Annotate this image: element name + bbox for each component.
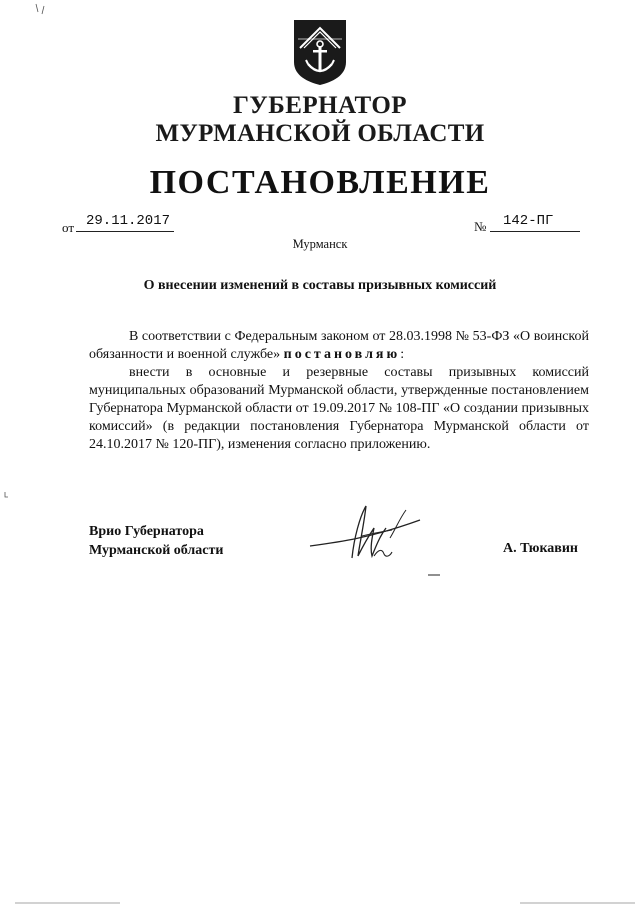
date-prefix-label: от	[62, 220, 75, 235]
number-sign-label: №	[474, 219, 487, 234]
document-title: О внесении изменений в составы призывных комиссий	[143, 278, 497, 293]
document-date: 29.11.2017	[86, 213, 171, 229]
resolution-keyword: постановляю	[283, 347, 401, 362]
paragraph-1-colon: :	[400, 347, 405, 362]
paragraph-1-text: В соответствии с Федеральным законом от 28.03.1998 № 53-ФЗ «О воинской обязанности и военной службе»	[89, 329, 589, 362]
body-paragraph-2: внести в основные и резервные составы призывных комиссий муниципальных образований Мурманской области, утвержденные постановлением Губернатора Мурманской области от 19.09.2017 № 108-ПГ «О создании призывных комиссий» (в редакции постановления Губернатора Мурманской области от 24.10.2017 № 120-ПГ), изменения согласно приложению.	[89, 365, 589, 452]
signer-position-line-2: Мурманской области	[89, 543, 224, 558]
document-number: 142-ПГ	[503, 213, 554, 229]
document-type-heading: ПОСТАНОВЛЕНИЕ	[149, 164, 491, 201]
signer-name: А. Тюкавин	[503, 541, 578, 556]
signer-position-line-1: Врио Губернатора	[89, 524, 204, 539]
issuer-line-1: ГУБЕРНАТОР	[232, 92, 408, 119]
issuer-line-2: МУРМАНСКОЙ ОБЛАСТИ	[155, 120, 485, 147]
city-label: Мурманск	[292, 237, 348, 251]
